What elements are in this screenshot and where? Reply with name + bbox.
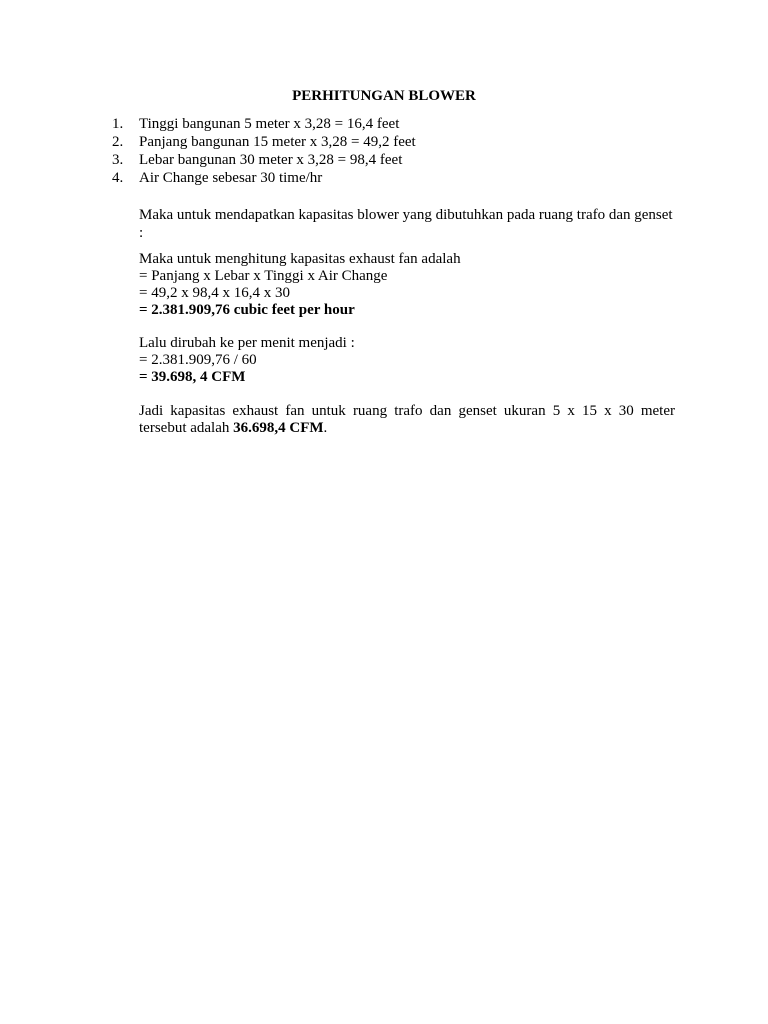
list-item: [112, 152, 416, 170]
conclusion-text: Jadi kapasitas exhaust fan untuk ruang trafo dan genset ukuran 5 x 15 x 30 meter tersebut adalah: [139, 403, 675, 436]
conclusion-end: .: [323, 420, 328, 436]
list-text: Panjang bangunan 15 meter x 3,28 = 49,2 feet: [139, 134, 416, 150]
calc-line: Maka untuk menghitung kapasitas exhaust fan adalah: [139, 251, 461, 267]
calc-line: Lalu dirubah ke per menit menjadi :: [139, 335, 355, 351]
list-text: Lebar bangunan 30 meter x 3,28 = 98,4 feet: [139, 152, 403, 168]
list-item: [112, 116, 416, 134]
hourly-calculation: [139, 251, 675, 319]
conclusion-paragraph: [139, 403, 675, 437]
minute-calculation: [139, 335, 675, 386]
list-number: 1.: [112, 116, 124, 132]
dimension-list: [112, 116, 416, 188]
list-item: [112, 170, 416, 188]
document-title: PERHITUNGAN BLOWER: [292, 88, 476, 104]
calc-line: = 2.381.909,76 / 60: [139, 352, 257, 368]
minute-result: = 39.698, 4 CFM: [139, 369, 246, 385]
list-text: Air Change sebesar 30 time/hr: [139, 170, 323, 186]
intro-paragraph: Maka untuk mendapatkan kapasitas blower yang dibutuhkan pada ruang trafo dan genset :: [139, 207, 673, 241]
list-item: [112, 134, 416, 152]
list-text: Tinggi bangunan 5 meter x 3,28 = 16,4 feet: [139, 116, 400, 132]
calc-line: = 49,2 x 98,4 x 16,4 x 30: [139, 285, 290, 301]
calc-line: = Panjang x Lebar x Tinggi x Air Change: [139, 268, 388, 284]
hourly-result: = 2.381.909,76 cubic feet per hour: [139, 302, 355, 318]
conclusion-value: 36.698,4 CFM: [233, 420, 324, 436]
list-number: 3.: [112, 152, 124, 168]
list-number: 2.: [112, 134, 124, 150]
list-number: 4.: [112, 170, 124, 186]
